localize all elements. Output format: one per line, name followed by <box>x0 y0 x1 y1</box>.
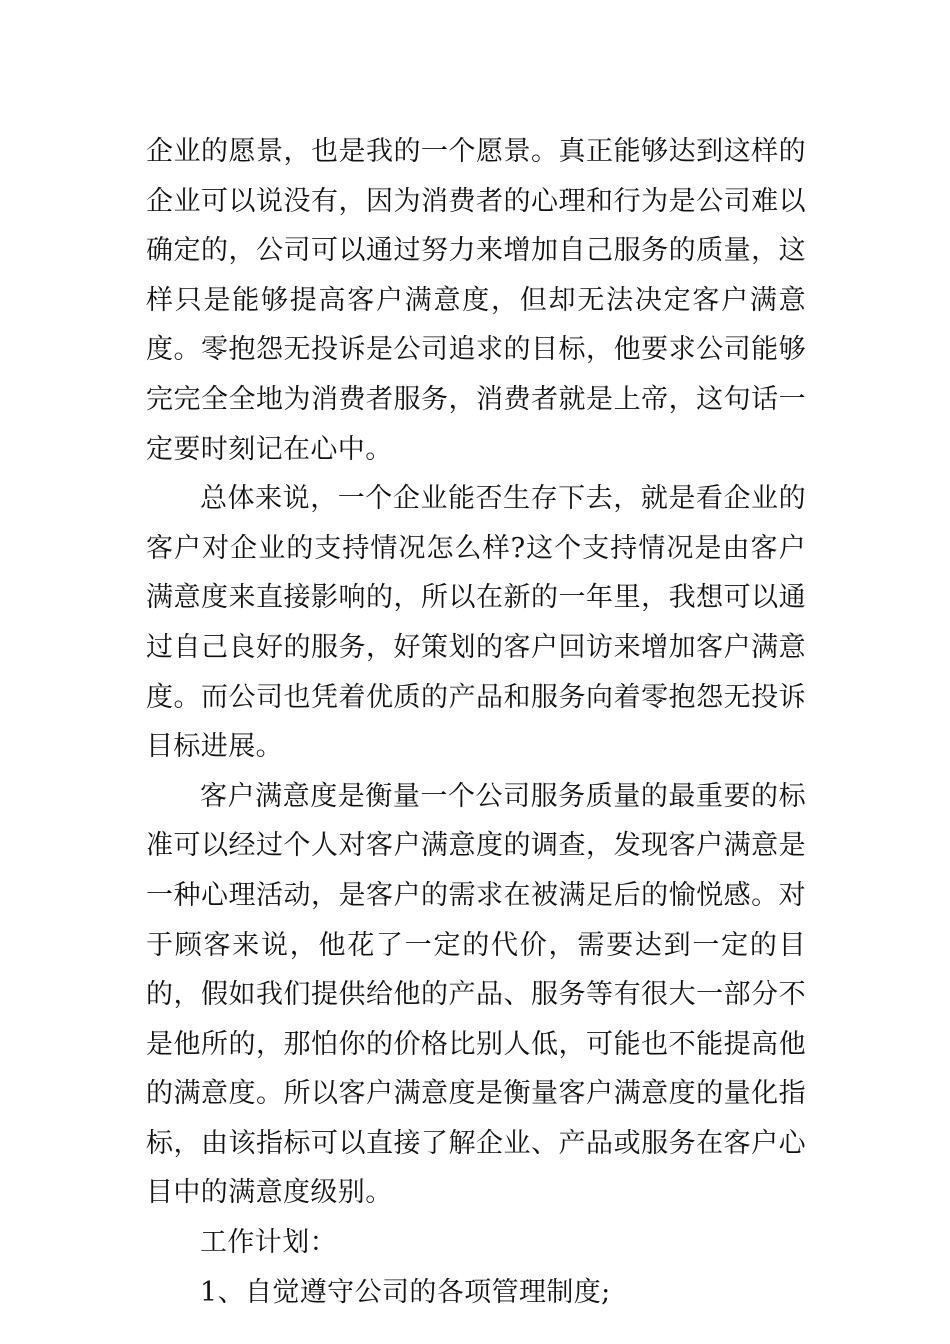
document-body <box>146 127 806 1317</box>
paragraph-continued: 企业的愿景，也是我的一个愿景。真正能够达到这样的企业可以说没有，因为消费者的心理和行为是公司难以确定的，公司可以通过努力来增加自己服务的质量，这样只是能够提高客户满意度，但却无法决定客户满意度。零抱怨无投诉是公司追求的目标，他要求公司能够完完全全地为消费者服务，消费者就是上帝，这句话一定要时刻记在心中。 <box>146 136 806 465</box>
paragraph-satisfaction: 客户满意度是衡量一个公司服务质量的最重要的标准可以经过个人对客户满意度的调查，发现客户满意是一种心理活动，是客户的需求在被满足后的愉悦感。对于顾客来说，他花了一定的代价，需要达到一定的目的，假如我们提供给他的产品、服务等有很大一部分不是他所的，那怕你的价格比别人低，可能也不能提高他的满意度。所以客户满意度是衡量客户满意度的量化指标，由该指标可以直接了解企业、产品或服务在客户心目中的满意度级别。 <box>146 780 806 1209</box>
list-item-1: 1、自觉遵守公司的各项管理制度; <box>200 1276 611 1308</box>
paragraph-overall: 总体来说，一个企业能否生存下去，就是看企业的客户对企业的支持情况怎么样?这个支持情况是由客户满意度来直接影响的，所以在新的一年里，我想可以通过自己良好的服务，好策划的客户回访来增加客户满意度。而公司也凭着优质的产品和服务向着零抱怨无投诉目标进展。 <box>146 483 806 763</box>
heading-work-plan: 工作计划： <box>200 1227 337 1259</box>
